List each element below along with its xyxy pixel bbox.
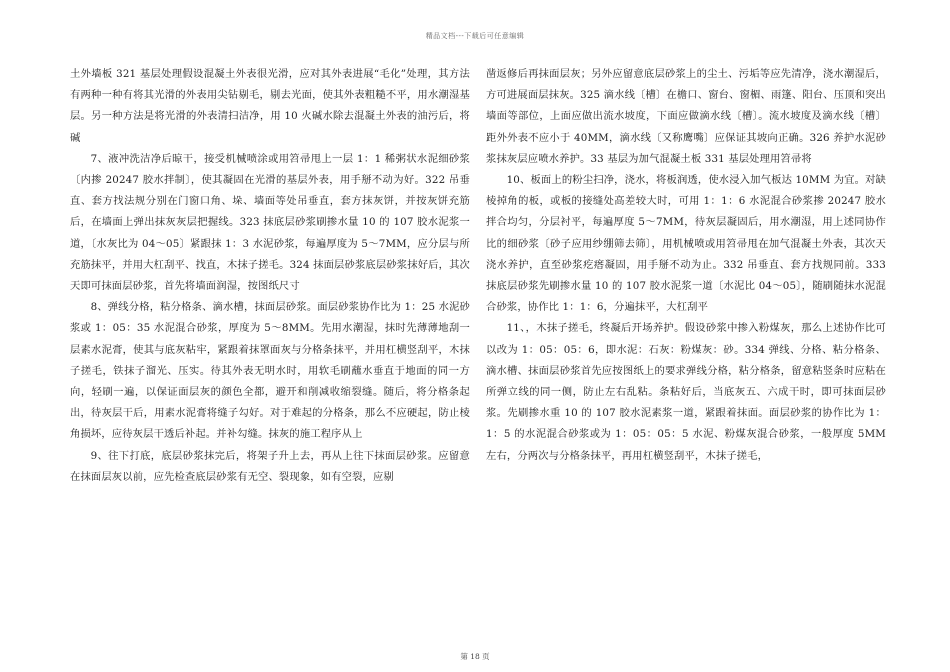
paragraph-8: 8、弹线分格，粘分格条、滴水槽，抹面层砂浆。面层砂浆协作比为 1：25 水泥砂浆或 1：05：35 水泥混合砂浆，厚度为 5～8MM。先用水潮湿，抹时先薄薄地刮一层素水泥膏，使其与底灰粘牢，紧跟着抹罩面灰与分格条抹平，并用杠横竖刮平，木抹子搓毛，铁抹子溜光、压实。待其外表无明水时，用软毛刷蘸水垂直于地面的同一方向，轻刷一遍，以保证面层灰的颜色全都，避开和削减收缩裂缝。随后，将分格条起出，待灰层干后，用素水泥膏将缝子勾好。对于难起的分格条，那么不应硬起，防止棱角损坏，应待灰层干透后补起。并补勾缝。抹灰的施工程序从上 [70,301,470,441]
right-column [486,64,886,467]
paragraph: 凿返修后再抹面层灰；另外应留意底层砂浆上的尘土、污垢等应先清净，浇水潮湿后，方可进展面层抹灰。325 滴水线〔槽〕在檐口、窗台、窗楣、雨篷、阳台、压顶和突出墙面等部位，上面应做出流水坡度，下面应做滴水线〔槽〕。流水坡度及滴水线〔槽〕距外外表不应小于 40MM，滴水线〔又称鹰嘴〕应保证其坡向正确。326 养护水泥砂浆抹灰层应喷水养护。33 基层为加气混凝土板 331 基层处理用笤帚将 [486,68,886,165]
left-column [70,64,470,488]
page-header: 精品文档---下载后可任意编辑 [425,32,525,40]
paragraph-10: 10、板面上的粉尘扫净，浇水，将板润透，使水浸入加气板达 10MM 为宜。对缺棱掉角的板，或板的接缝处高差较大时，可用 1：1：6 水泥混合砂浆掺 20247 胶水拌合均匀，分层衬平，每遍厚度 5～7MM，待灰层凝固后，用水潮湿，用上述同协作比的细砂浆〔砂子应用纱绷筛去筛〕，用机械喷或用笤帚甩在加气混凝土外表，其次天浇水养护，直至砂浆疙瘩凝固，用手掰不动为止。332 吊垂直、套方找规同前。333 抹底层砂浆先刷掺水量 10 的 107 胶水泥浆一道〔水泥比 04～05〕，随刷随抹水泥混合砂浆，协作比 1：1：6，分遍抹平，大杠刮平 [486,174,886,314]
paragraph: 土外墙板 321 基层处理假设混凝土外表很光滑，应对其外表进展“毛化”处理，其方法有两种一种有将其光滑的外表用尖钻剔毛，剔去光面，使其外表粗糙不平，用水潮湿基层。另一种方法是将光滑的外表清扫洁净，用 10 火碱水除去混凝土外表的油污后，将碱 [70,68,470,144]
paragraph-7: 7、液冲洗洁净后晾干，接受机械喷涂或用笤帚甩上一层 1：1 稀粥状水泥细砂浆〔内掺 20247 胶水拌制〕，使其凝固在光滑的基层外表，用手掰不动为好。322 吊垂直、套方找法规分别在门窗口角、垛、墙面等处吊垂直，套方抹灰饼，并按灰饼充筋后，在墙面上弹出抹灰灰层把握线。323 抹底层砂浆刷掺水量 10 的 107 胶水泥浆一道，〔水灰比为 04～05〕紧跟抹 1：3 水泥砂浆，每遍厚度为 5～7MM，应分层与所充筋抹平，并用大杠刮平、找直，木抹子搓毛。324 抹面层砂浆底层砂浆抹好后，其次天即可抹面层砂浆，首先将墙面润湿，按图纸尺寸 [70,152,470,293]
paragraph-11: 11、，木抹子搓毛，终凝后开场养护。假设砂浆中掺入粉煤灰，那么上述协作比可以改为 1：05：05：6，即水泥：石灰：粉煤灰：砂。334 弹线、分格、粘分格条、滴水槽、抹面层砂浆首先应按图纸上的要求弹线分格，粘分格条，留意粘竖条时应粘在所弹立线的同一侧，防止左右乱粘。条粘好后，当底灰五、六成干时，即可抹面层砂浆。先刷掺水重 10 的 107 胶水泥素浆一道，紧跟着抹面。面层砂浆的协作比为 1：1：5 的水泥混合砂浆或为 1：05：05：5 水泥、粉煤灰混合砂浆，一般厚度 5MM 左右，分两次与分格条抹平，再用杠横竖刮平，木抹子搓毛， [486,322,886,462]
page-number: 第 18 页 [460,652,490,661]
paragraph-9: 9、往下打底，底层砂浆抹完后，将架子升上去，再从上往下抹面层砂浆。应留意在抹面层灰以前，应先检查底层砂浆有无空、裂现象，如有空裂，应剔 [70,449,470,483]
